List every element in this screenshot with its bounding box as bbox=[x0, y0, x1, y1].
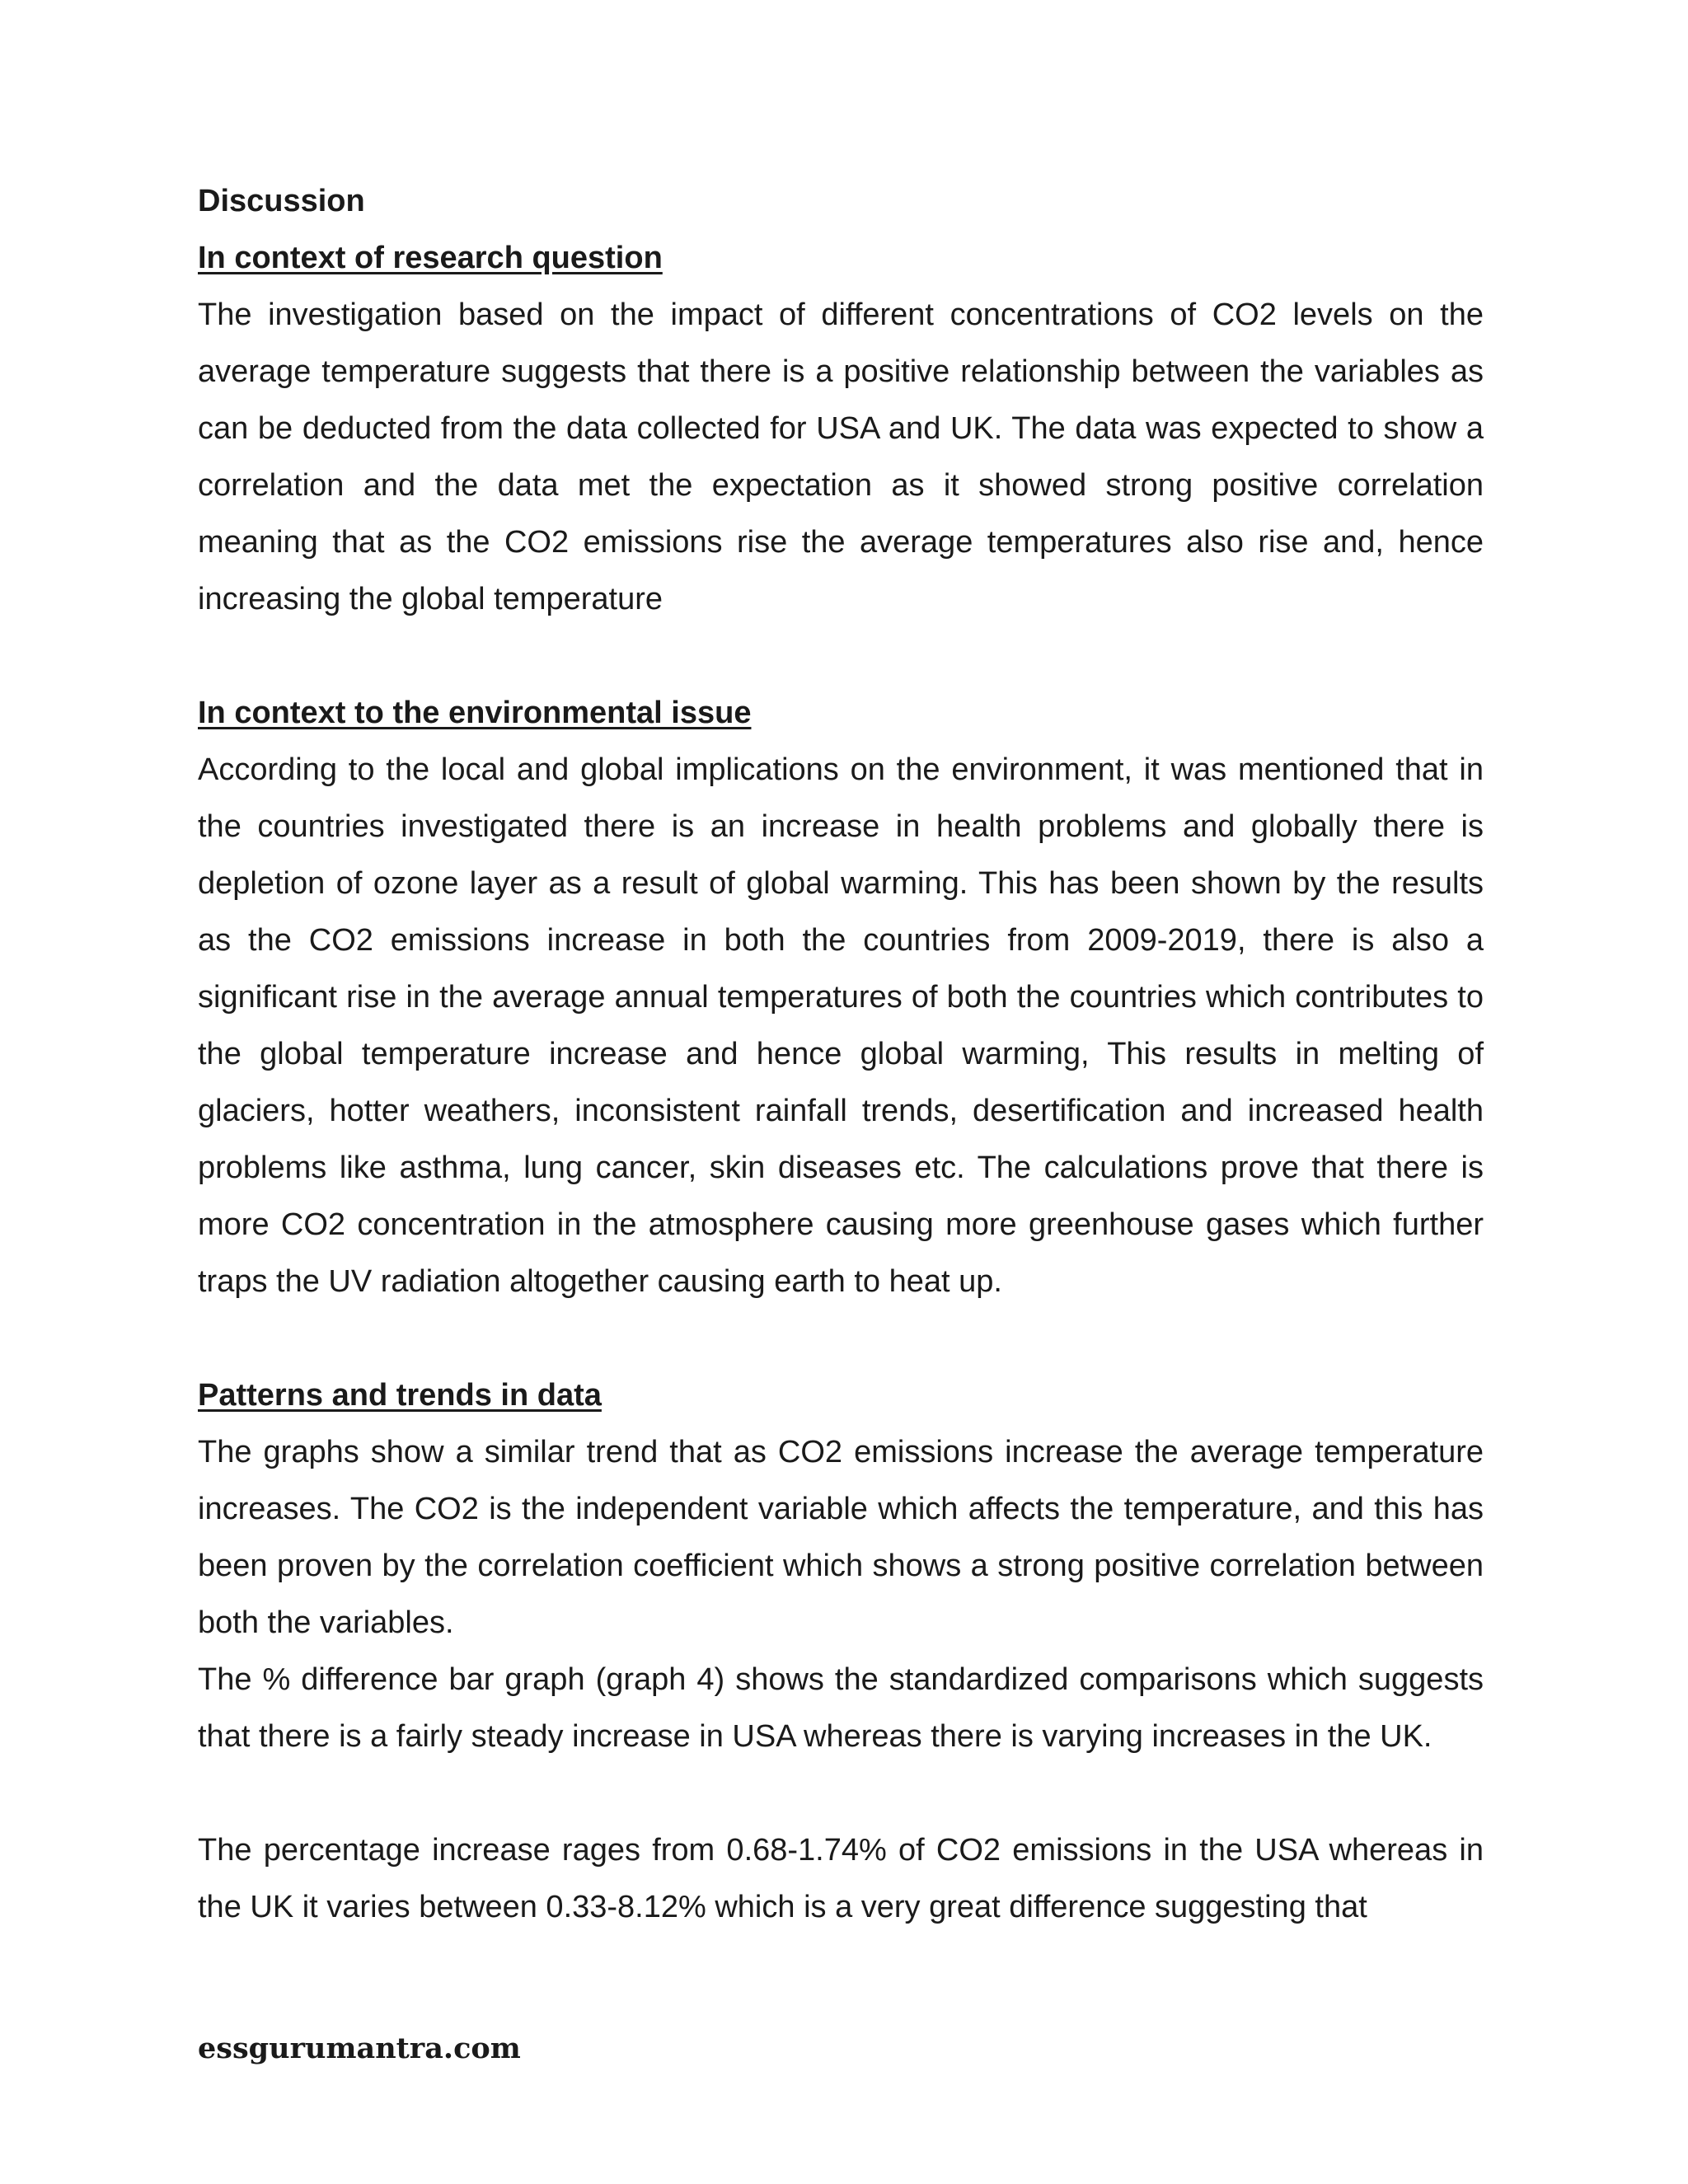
section-research-question bbox=[198, 230, 1484, 628]
footer-site-name: essgurumantra.com bbox=[198, 2032, 521, 2065]
document-title: Discussion bbox=[198, 184, 365, 218]
document-body bbox=[198, 173, 1484, 1936]
section-environmental-issue bbox=[198, 685, 1484, 1310]
section-heading: Patterns and trends in data bbox=[198, 1378, 602, 1413]
spacer bbox=[198, 628, 1484, 685]
paragraph: According to the local and global implications on the environment, it was mentioned that in the countries investigated there is an increase in health problems and globally there is depletion of ozone layer as a result of global warming. This has been shown by the results as the CO2 emissions increase in both the countries from 2009-2019, there is also a significant rise in the average annual temperatures of both the countries which contributes to the global temperature increase and hence global warming, This results in melting of glaciers, hotter weathers, inconsistent rainfall trends, desertification and increased health problems like asthma, lung cancer, skin diseases etc. The calculations prove that there is more CO2 concentration in the atmosphere causing more greenhouse gases which further traps the UV radiation altogether causing earth to heat up. bbox=[198, 752, 1484, 1299]
section-patterns-trends bbox=[198, 1367, 1484, 1936]
section-heading: In context to the environmental issue bbox=[198, 696, 752, 730]
spacer bbox=[198, 1765, 1484, 1822]
paragraph: The graphs show a similar trend that as CO2 emissions increase the average temperature increases. The CO2 is the independent variable which affects the temperature, and this has been proven by the correlation coefficient which shows a strong positive correlation between both the variables. bbox=[198, 1435, 1484, 1640]
paragraph: The % difference bar graph (graph 4) shows the standardized comparisons which suggests that there is a fairly steady increase in USA whereas there is varying increases in the UK. bbox=[198, 1662, 1484, 1754]
section-heading: In context of research question bbox=[198, 241, 663, 275]
spacer bbox=[198, 1310, 1484, 1367]
paragraph: The investigation based on the impact of different concentrations of CO2 levels on the average temperature suggests that there is a positive relationship between the variables as can be deducted from the data collected for USA and UK. The data was expected to show a correlation and the data met the expectation as it showed strong positive correlation meaning that as the CO2 emissions rise the average temperatures also rise and, hence increasing the global temperature bbox=[198, 298, 1484, 616]
paragraph: The percentage increase rages from 0.68-1.74% of CO2 emissions in the USA whereas in the UK it varies between 0.33-8.12% which is a very great difference suggesting that bbox=[198, 1833, 1484, 1924]
